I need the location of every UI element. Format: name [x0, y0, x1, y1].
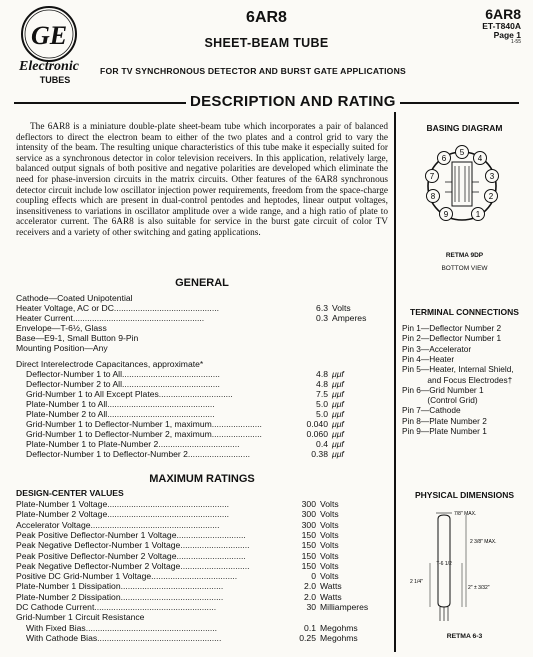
terminal-line: Pin 9—Plate Number 1 [402, 426, 487, 436]
terminal-line: Pin 3—Accelerator [402, 343, 472, 354]
spec-unit: μμf [332, 429, 344, 439]
dim-body: 2 1/4" [410, 579, 423, 585]
spec-unit: Volts [320, 550, 339, 561]
spec-label: Plate-Number 1 to All............................................. [26, 399, 215, 409]
physical-heading: PHYSICAL DIMENSIONS [414, 490, 515, 500]
spec-unit: μμf [332, 369, 344, 379]
spec-label: With Fixed Bias....................................................... [26, 622, 218, 633]
pin-label: 8 [430, 192, 436, 201]
spec-label: Grid-Number 1 Circuit Resistance [16, 612, 145, 623]
pin-label: 2 [488, 192, 494, 201]
spec-unit: Watts [320, 591, 342, 602]
spec-label: Plate-Number 1 Dissipation........................................... [16, 581, 224, 592]
spec-value: 0.38 [311, 449, 328, 459]
spec-label: Deflector-Number 1 to Deflector-Number 2.......................... [26, 449, 250, 459]
spec-label: Heater Current....................................................... [16, 313, 205, 323]
terminal-line: Pin 5—Heater, Internal Shield, [402, 364, 514, 375]
design-center-heading: DESIGN-CENTER VALUES [16, 488, 124, 498]
spec-label: Peak Negative Deflector-Number 1 Voltage............................. [16, 540, 250, 551]
document-corner [482, 7, 521, 45]
pin-label: 1 [475, 210, 481, 219]
spec-label: Accelerator Voltage...................................................... [16, 519, 220, 530]
dim-overall: 2 3/8" MAX. [470, 539, 497, 545]
pin-label: 3 [489, 172, 495, 181]
spec-row [16, 389, 388, 399]
spec-row [16, 623, 388, 633]
spec-value: 0 [311, 571, 316, 582]
spec-value: 150 [301, 540, 316, 551]
spec-unit: Volts [320, 519, 339, 530]
spec-row [16, 379, 388, 389]
spec-value: 150 [301, 529, 316, 540]
spec-row [16, 509, 388, 519]
spec-row [16, 449, 388, 459]
spec-label: Grid-Number 1 to Deflector-Number 1, maximum..................... [26, 419, 262, 429]
spec-unit: μμf [332, 389, 344, 399]
brand-electronic: Electronic [19, 59, 79, 74]
spec-unit: Volts [320, 560, 339, 571]
spec-row [16, 540, 388, 550]
spec-value: 30 [306, 602, 316, 612]
pin-label: 7 [429, 172, 435, 181]
banner-rule-left [14, 102, 186, 104]
terminal-line: and Focus Electrodes† [402, 374, 513, 385]
spec-row [16, 313, 388, 323]
spec-unit: Milliamperes [320, 602, 369, 612]
spec-unit: Volts [320, 509, 339, 520]
dim-seated: 2" ± 3/32" [468, 585, 490, 591]
spec-label: Envelope—T-6½, Glass [16, 323, 107, 333]
spec-value: 4.8 [316, 369, 328, 379]
spec-row [16, 399, 388, 409]
spec-unit: Megohms [320, 632, 358, 643]
spec-value: 300 [301, 509, 316, 520]
dim-envelope: T-6 1/2 [436, 561, 452, 567]
terminal-line: Pin 7—Cathode [402, 405, 461, 416]
spec-unit: μμf [332, 449, 344, 459]
spec-value: 150 [301, 560, 316, 571]
spec-row [16, 419, 388, 429]
terminal-line: Pin 2—Deflector Number 1 [402, 333, 502, 344]
section-banner [14, 91, 519, 111]
terminal-line: Pin 1—Deflector Number 2 [402, 323, 502, 333]
basing-heading: BASING DIAGRAM [426, 123, 503, 133]
spec-label: Grid-Number 1 to Deflector-Number 2, maximum..................... [26, 429, 262, 439]
spec-row [16, 520, 388, 530]
spec-label: Heater Voltage, AC or DC............................................ [16, 303, 219, 313]
pin-label: 4 [477, 154, 483, 163]
spec-row [16, 571, 388, 581]
spec-unit: Volts [320, 529, 339, 540]
spec-row [16, 592, 388, 602]
spec-label: Peak Negative Deflector-Number 2 Voltage............................. [16, 560, 250, 571]
corner-code: 6AR8 [485, 6, 521, 22]
spec-value: 0.25 [299, 632, 316, 643]
basing-view: BOTTOM VIEW [441, 265, 488, 272]
spec-row [16, 439, 388, 449]
spec-label: Plate-Number 2 Dissipation........................................... [16, 591, 224, 602]
svg-text:GE: GE [30, 21, 68, 50]
spec-unit: Volts [320, 499, 339, 509]
spec-unit: μμf [332, 399, 344, 409]
capacitance-heading: Direct Interelectrode Capacitances, approximate* [16, 359, 204, 369]
physical-dimensions-drawing [408, 503, 528, 633]
spec-value: 2.0 [304, 581, 316, 592]
spec-label: Positive DC Grid-Number 1 Voltage.................................... [16, 571, 238, 582]
spec-value: 5.0 [316, 409, 328, 419]
spec-row [16, 499, 388, 509]
spec-value: 2.0 [304, 591, 316, 602]
spec-label: With Cathode Bias.................................................... [26, 632, 222, 643]
pin-label: 9 [443, 210, 449, 219]
spec-unit: μμf [332, 419, 344, 429]
spec-row [16, 409, 388, 419]
spec-label: Deflector-Number 1 to All......................................... [26, 369, 220, 379]
page-title: 6AR8 [246, 9, 287, 26]
spec-value: 0.060 [306, 429, 328, 439]
spec-label: DC Cathode Current................................................... [16, 602, 217, 612]
spec-value: 300 [301, 519, 316, 530]
spec-label: Grid-Number 1 to All Except Plates............................... [26, 389, 233, 399]
terminal-heading: TERMINAL CONNECTIONS [410, 307, 519, 317]
description-text: The 6AR8 is a miniature double-plate sheet-beam tube which incorporates a pair of balanced deflectors to direct the electron beam to either of the two plates and a control grid to vary the intensity of the beam. The resulting unique characteristics of this tube make it especially suited for service as a synchronous detector in color television receivers. In this application, relatively large, balanced output signals of both positive and negative polarities are developed which eliminate the need for phase-inversion circuits in the matrix circuits. Other features of the 6AR8 synchronous detector circuit include low oscillator injection power requirements, freedom from the space-charge coupling effects which are present in dual-control pentodes and heptodes, linear output voltages, insensitiveness to variations in oscillator amplitude over a wide range, and a high ratio of plate to accelerator current. The 6AR8 is also suitable for service in the burst gate circuit of color TV receivers and a variety of other switching and gating applications. [16, 122, 388, 238]
spec-row [16, 612, 388, 622]
spec-unit: μμf [332, 379, 344, 389]
spec-unit: μμf [332, 409, 344, 419]
corner-page: Page 1 [493, 29, 521, 40]
spec-row [16, 333, 388, 343]
spec-label: Peak Positive Deflector-Number 2 Voltage............................. [16, 550, 246, 561]
basing-diagram [412, 138, 512, 230]
spec-row [16, 369, 388, 379]
spec-unit: Amperes [332, 313, 367, 323]
spec-row [16, 561, 388, 571]
pin-label: 5 [459, 148, 465, 157]
spec-label: Cathode—Coated Unipotential [16, 293, 133, 303]
spec-value: 300 [301, 499, 316, 509]
page-subtitle: SHEET-BEAM TUBE [204, 36, 329, 50]
dim-top: 7/8" MAX. [454, 511, 477, 517]
corner-doc: ET-T840A [482, 20, 521, 31]
spec-value: 6.3 [316, 303, 328, 313]
brand-tubes: TUBES [39, 75, 71, 85]
spec-row [16, 303, 388, 313]
spec-unit: Volts [332, 303, 351, 313]
column-divider [394, 112, 396, 652]
spec-row [16, 343, 388, 353]
application-line: FOR TV SYNCHRONOUS DETECTOR AND BURST GATE APPLICATIONS [100, 66, 406, 76]
spec-unit: Megohms [320, 622, 358, 633]
spec-unit: Watts [320, 581, 342, 592]
spec-label: Plate-Number 2 to All............................................. [26, 409, 215, 419]
spec-unit: Volts [320, 540, 339, 551]
spec-label: Plate-Number 2 Voltage................................................... [16, 509, 230, 520]
spec-row [16, 602, 388, 612]
spec-row [16, 323, 388, 333]
spec-value: 0.040 [306, 419, 328, 429]
spec-label: Mounting Position—Any [16, 343, 108, 353]
spec-unit: μμf [332, 439, 344, 449]
spec-label: Deflector-Number 2 to All......................................... [26, 379, 220, 389]
pin-label: 6 [441, 154, 447, 163]
spec-row [16, 551, 388, 561]
spec-value: 0.4 [316, 439, 328, 449]
spec-label: Base—E9-1, Small Button 9-Pin [16, 333, 139, 343]
terminal-line: (Control Grid) [402, 395, 478, 406]
spec-value: 4.8 [316, 379, 328, 389]
spec-value: 150 [301, 550, 316, 561]
spec-label: Plate-Number 1 to Plate-Number 2.................................. [26, 439, 240, 449]
basing-code: RETMA 9DP [445, 252, 484, 259]
spec-value: 0.1 [304, 622, 316, 633]
spec-row [16, 293, 388, 303]
spec-value: 7.5 [316, 389, 328, 399]
spec-row [16, 633, 388, 643]
terminal-line: Pin 8—Plate Number 2 [402, 415, 487, 426]
spec-label: Plate-Number 1 Voltage................................................... [16, 499, 230, 509]
spec-row [16, 581, 388, 591]
spec-label: Peak Positive Deflector-Number 1 Voltage............................. [16, 529, 246, 540]
terminal-line: Pin 6—Grid Number 1 [402, 384, 484, 395]
physical-code: RETMA 6-3 [446, 633, 483, 640]
section-title: DESCRIPTION AND RATING [186, 93, 400, 110]
terminal-line: Pin 4—Heater [402, 353, 455, 364]
spec-row [16, 530, 388, 540]
spec-value: 5.0 [316, 399, 328, 409]
general-heading: GENERAL [175, 277, 229, 289]
spec-row [16, 429, 388, 439]
max-ratings-heading: MAXIMUM RATINGS [149, 473, 255, 485]
corner-date: 1-55 [510, 38, 521, 45]
spec-unit: Volts [320, 571, 339, 582]
spec-value: 0.3 [316, 313, 328, 323]
